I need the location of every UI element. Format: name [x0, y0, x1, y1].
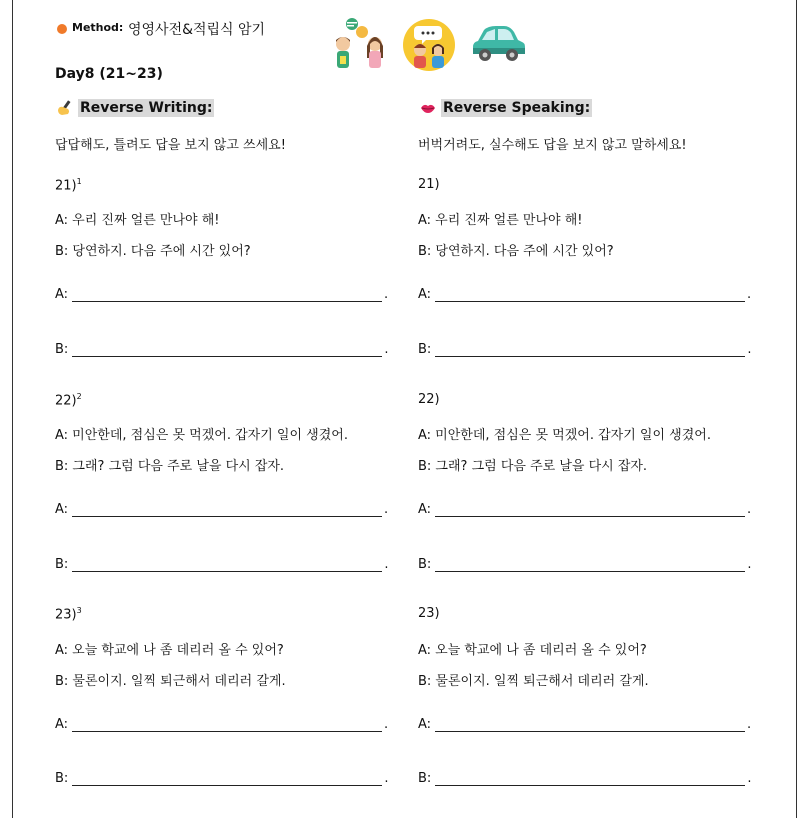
- writing-blank-b[interactable]: B: .: [55, 342, 389, 357]
- footnote-ref: 3: [76, 606, 82, 615]
- speaking-line-a: A: 오늘 학교에 나 좀 데리러 올 수 있어?: [418, 643, 647, 658]
- speaking-line-b: B: 그래? 그럼 다음 주로 날을 다시 잡자.: [418, 459, 648, 474]
- speaking-title: Reverse Speaking:: [443, 100, 591, 116]
- writing-blank-a[interactable]: A: .: [55, 717, 389, 732]
- method-label: Method:: [72, 21, 124, 34]
- footnote-ref: 1: [76, 177, 82, 186]
- writing-instruction: 답답해도, 틀려도 답을 보지 않고 쓰세요!: [55, 138, 286, 153]
- speaking-header: [419, 99, 592, 117]
- speaking-question-number: 23): [418, 606, 440, 621]
- day-title: Day8 (21~23): [55, 66, 163, 82]
- speaking-blank-b[interactable]: B: .: [418, 342, 752, 357]
- page-border-left: [12, 0, 13, 818]
- writing-line-a: A: 오늘 학교에 나 좀 데리러 올 수 있어?: [55, 643, 284, 658]
- method-value: 영영사전&적립식 암기: [128, 22, 266, 38]
- speaking-line-b: B: 당연하지. 다음 주에 시간 있어?: [418, 244, 614, 259]
- speaking-line-a: A: 우리 진짜 얼른 만나야 해!: [418, 213, 583, 228]
- speaking-question-number: 22): [418, 392, 440, 407]
- writing-question-number: 23)$^3$: [55, 606, 82, 623]
- writing-blank-b[interactable]: B: .: [55, 557, 389, 572]
- writing-line-b: B: 당연하지. 다음 주에 시간 있어?: [55, 244, 251, 259]
- speaking-blank-b[interactable]: B: .: [418, 771, 752, 786]
- writing-question-number: 21)$^1$: [55, 177, 82, 194]
- writing-line-a: A: 우리 진짜 얼른 만나야 해!: [55, 213, 220, 228]
- writing-line-a: A: 미안한데, 점심은 못 먹겠어. 갑자기 일이 생겼어.: [55, 428, 348, 443]
- writing-line-b: B: 물론이지. 일찍 퇴근해서 데리러 갈게.: [55, 674, 286, 689]
- writing-title: Reverse Writing:: [80, 100, 213, 116]
- speaking-blank-a[interactable]: A: .: [418, 287, 752, 302]
- speaking-blank-a[interactable]: A: .: [418, 717, 752, 732]
- chatting-friends-icon: [402, 18, 456, 72]
- speaking-question-number: 21): [418, 177, 440, 192]
- page-border-right: [796, 0, 797, 818]
- writing-blank-a[interactable]: A: .: [55, 502, 389, 517]
- writing-question-number: 22)$^2$: [55, 392, 82, 409]
- speaking-line-a: A: 미안한데, 점심은 못 먹겠어. 갑자기 일이 생겼어.: [418, 428, 711, 443]
- car-icon: [470, 24, 526, 64]
- footnote-ref: 2: [76, 392, 82, 401]
- writing-line-b: B: 그래? 그럼 다음 주로 날을 다시 잡자.: [55, 459, 285, 474]
- speaking-instruction: 버벅거려도, 실수해도 답을 보지 않고 말하세요!: [418, 138, 687, 153]
- speaking-blank-a[interactable]: A: .: [418, 502, 752, 517]
- conversation-people-icon: [330, 18, 392, 70]
- lips-icon: [419, 99, 437, 117]
- method-bullet-icon: [57, 24, 67, 34]
- writing-header: [56, 99, 214, 117]
- speaking-blank-b[interactable]: B: .: [418, 557, 752, 572]
- writing-blank-a[interactable]: A: .: [55, 287, 389, 302]
- writing-hand-icon: [56, 99, 74, 117]
- speaking-line-b: B: 물론이지. 일찍 퇴근해서 데리러 갈게.: [418, 674, 649, 689]
- writing-blank-b[interactable]: B: .: [55, 771, 389, 786]
